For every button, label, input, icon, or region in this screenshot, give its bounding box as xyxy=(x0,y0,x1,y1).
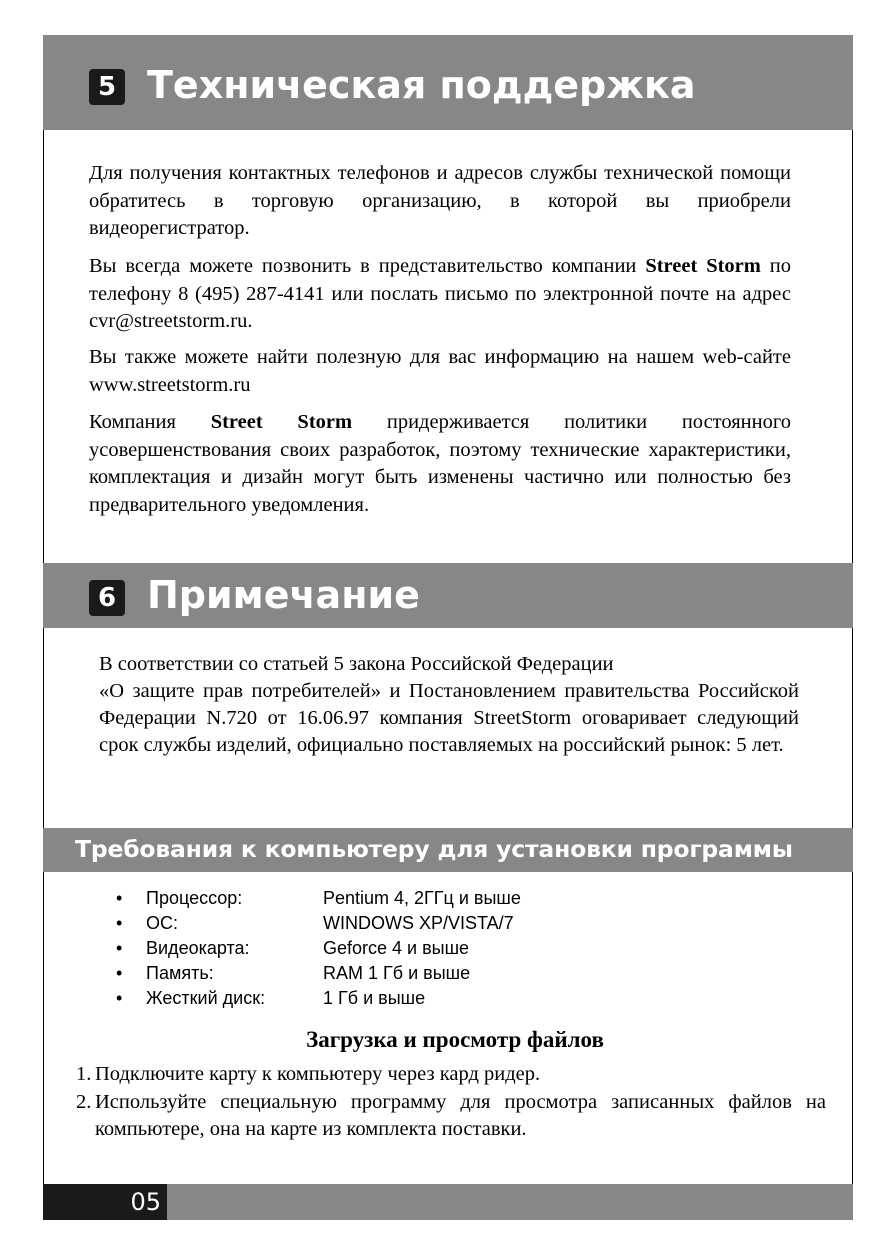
requirement-key: Жесткий диск: xyxy=(146,988,266,1008)
requirement-key: ОС: xyxy=(146,913,179,933)
download-steps xyxy=(76,1061,826,1144)
requirements-header xyxy=(43,828,853,872)
support-paragraph-1 xyxy=(89,160,791,243)
section-5-header xyxy=(43,35,853,130)
support-paragraph-1-text: Для получения контактных телефонов и адресов службы технической помощи обратитесь в торговую организацию, в которой вы приобрели видеорегистратор. xyxy=(89,162,791,239)
requirement-key: Видеокарта: xyxy=(146,938,250,958)
page-number: 05 xyxy=(43,1184,167,1220)
step-text: Используйте специальную программу для просмотра записанных файлов на компьютере, она на карте из комплекта поставки. xyxy=(95,1090,826,1140)
download-title: Загрузка и просмотр файлов xyxy=(306,1027,604,1052)
support-paragraph-4 xyxy=(89,409,791,519)
paragraph-2-lead: Вы всегда можете позвонить в представительство компании xyxy=(89,255,646,277)
section-5-number: 5 xyxy=(89,69,125,105)
step-text: Подключите карту к компьютеру через кард ридер. xyxy=(95,1063,541,1085)
download-step xyxy=(76,1061,826,1089)
note-text: «О защите прав потребителей» и Постановлением правительства Российской Федерации N.720 от 16.06.97 компания StreetStorm оговаривает следующий срок службы изделий, официально поставляемых на российский рынок: 5 лет. xyxy=(99,680,799,756)
footer-bar xyxy=(43,1184,853,1220)
brand-name: Street Storm xyxy=(210,411,353,433)
bullet-icon: • xyxy=(116,988,123,1008)
note-paragraph xyxy=(99,651,799,759)
bullet-icon: • xyxy=(116,913,123,933)
section-6-number: 6 xyxy=(89,580,125,616)
step-number: 1. xyxy=(76,1063,92,1085)
section-6-header xyxy=(43,563,853,628)
download-step xyxy=(76,1089,826,1144)
requirement-value: WINDOWS XP/VISTA/7 xyxy=(323,913,514,933)
bullet-icon: • xyxy=(116,963,123,983)
requirement-value: 1 Гб и выше xyxy=(323,988,426,1008)
support-paragraph-3 xyxy=(89,344,791,399)
requirements-title: Требования к компьютеру для установки программы xyxy=(75,835,793,863)
paragraph-2-contact: по телефону 8 (495) 287-4141 или послать письмо по электронной почте на адрес cvr@streetstorm.ru. xyxy=(89,255,791,332)
bullet-icon: • xyxy=(116,888,123,908)
paragraph-4-text: придерживается политики постоянного усовершенствования своих разработок, поэтому технические характеристики, комплектация и дизайн могут быть изменены частично или полностью без предварительного уведомления. xyxy=(89,411,791,516)
requirement-value: Pentium 4, 2ГГц и выше xyxy=(323,888,521,908)
section-6-title: Примечание xyxy=(147,573,420,617)
section-5-title: Техническая поддержка xyxy=(147,63,696,107)
note-line-1: В соответствии со статьей 5 закона Российской Федерации xyxy=(99,653,614,675)
brand-name: Street Storm xyxy=(645,255,761,277)
step-number: 2. xyxy=(76,1090,92,1113)
support-paragraph-3-text: Вы также можете найти полезную для вас информацию на нашем web-сайте www.streetstorm.ru xyxy=(89,346,791,396)
paragraph-4-lead: Компания xyxy=(89,411,211,433)
bullet-icon: • xyxy=(116,938,123,958)
requirement-value: RAM 1 Гб и выше xyxy=(323,963,471,983)
support-paragraph-2 xyxy=(89,253,791,336)
requirement-key: Процессор: xyxy=(146,888,243,908)
requirement-value: Geforce 4 и выше xyxy=(323,938,470,958)
requirement-key: Память: xyxy=(146,963,214,983)
